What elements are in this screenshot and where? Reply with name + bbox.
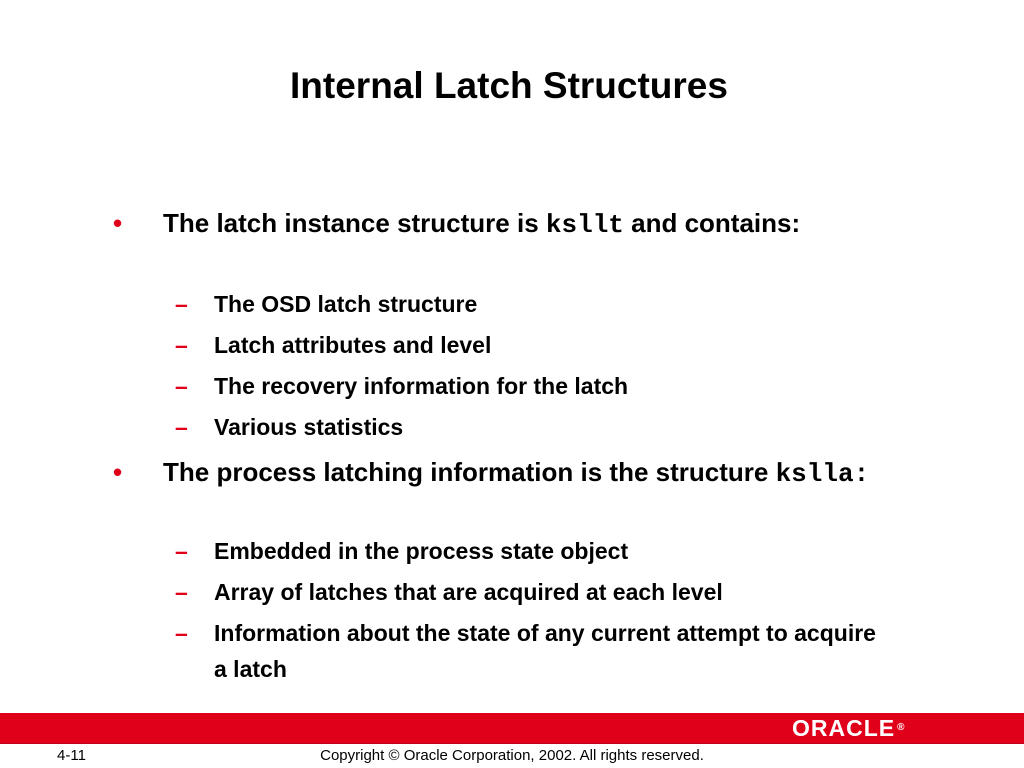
dash-icon: – bbox=[175, 620, 188, 646]
sub-bullet-text: Array of latches that are acquired at each level bbox=[214, 579, 723, 605]
sub-bullet-text: The recovery information for the latch bbox=[214, 373, 629, 399]
bullet-text bbox=[163, 452, 923, 494]
sub-bullet-text: Latch attributes and level bbox=[214, 332, 492, 358]
sub-bullet-text: Embedded in the process state object bbox=[214, 538, 629, 564]
registered-mark-icon: ® bbox=[897, 722, 906, 733]
dash-icon: – bbox=[175, 538, 188, 564]
copyright-notice: Copyright © Oracle Corporation, 2002. All rights reserved. bbox=[320, 747, 704, 764]
code-ksllt: ksllt bbox=[545, 210, 624, 240]
bullet-dot-icon: • bbox=[113, 457, 123, 487]
sub-bullet-text: Information about the state of any current attempt to acquire a latch bbox=[214, 620, 876, 682]
dash-icon: – bbox=[175, 414, 188, 440]
sub-bullet-text: Various statistics bbox=[214, 414, 404, 440]
dash-icon: – bbox=[175, 579, 188, 605]
footer-divider bbox=[0, 743, 1024, 744]
bullet-text-before: The process latching information is the structure bbox=[163, 457, 776, 487]
dash-icon: – bbox=[175, 373, 188, 399]
slide-title: Internal Latch Structures bbox=[290, 65, 728, 106]
oracle-logo-text: ORACLE bbox=[792, 715, 896, 741]
bullet-text-before: The latch instance structure is bbox=[163, 208, 546, 238]
page-number: 4-11 bbox=[57, 747, 86, 764]
bullet-dot-icon: • bbox=[113, 208, 123, 238]
bullet-text-after: and contains: bbox=[623, 208, 801, 238]
dash-icon: – bbox=[175, 332, 188, 358]
code-kslla: kslla: bbox=[775, 459, 870, 489]
bullet-text bbox=[163, 203, 923, 245]
sub-bullet-text: The OSD latch structure bbox=[214, 291, 478, 317]
oracle-logo bbox=[792, 716, 906, 740]
dash-icon: – bbox=[175, 291, 188, 317]
